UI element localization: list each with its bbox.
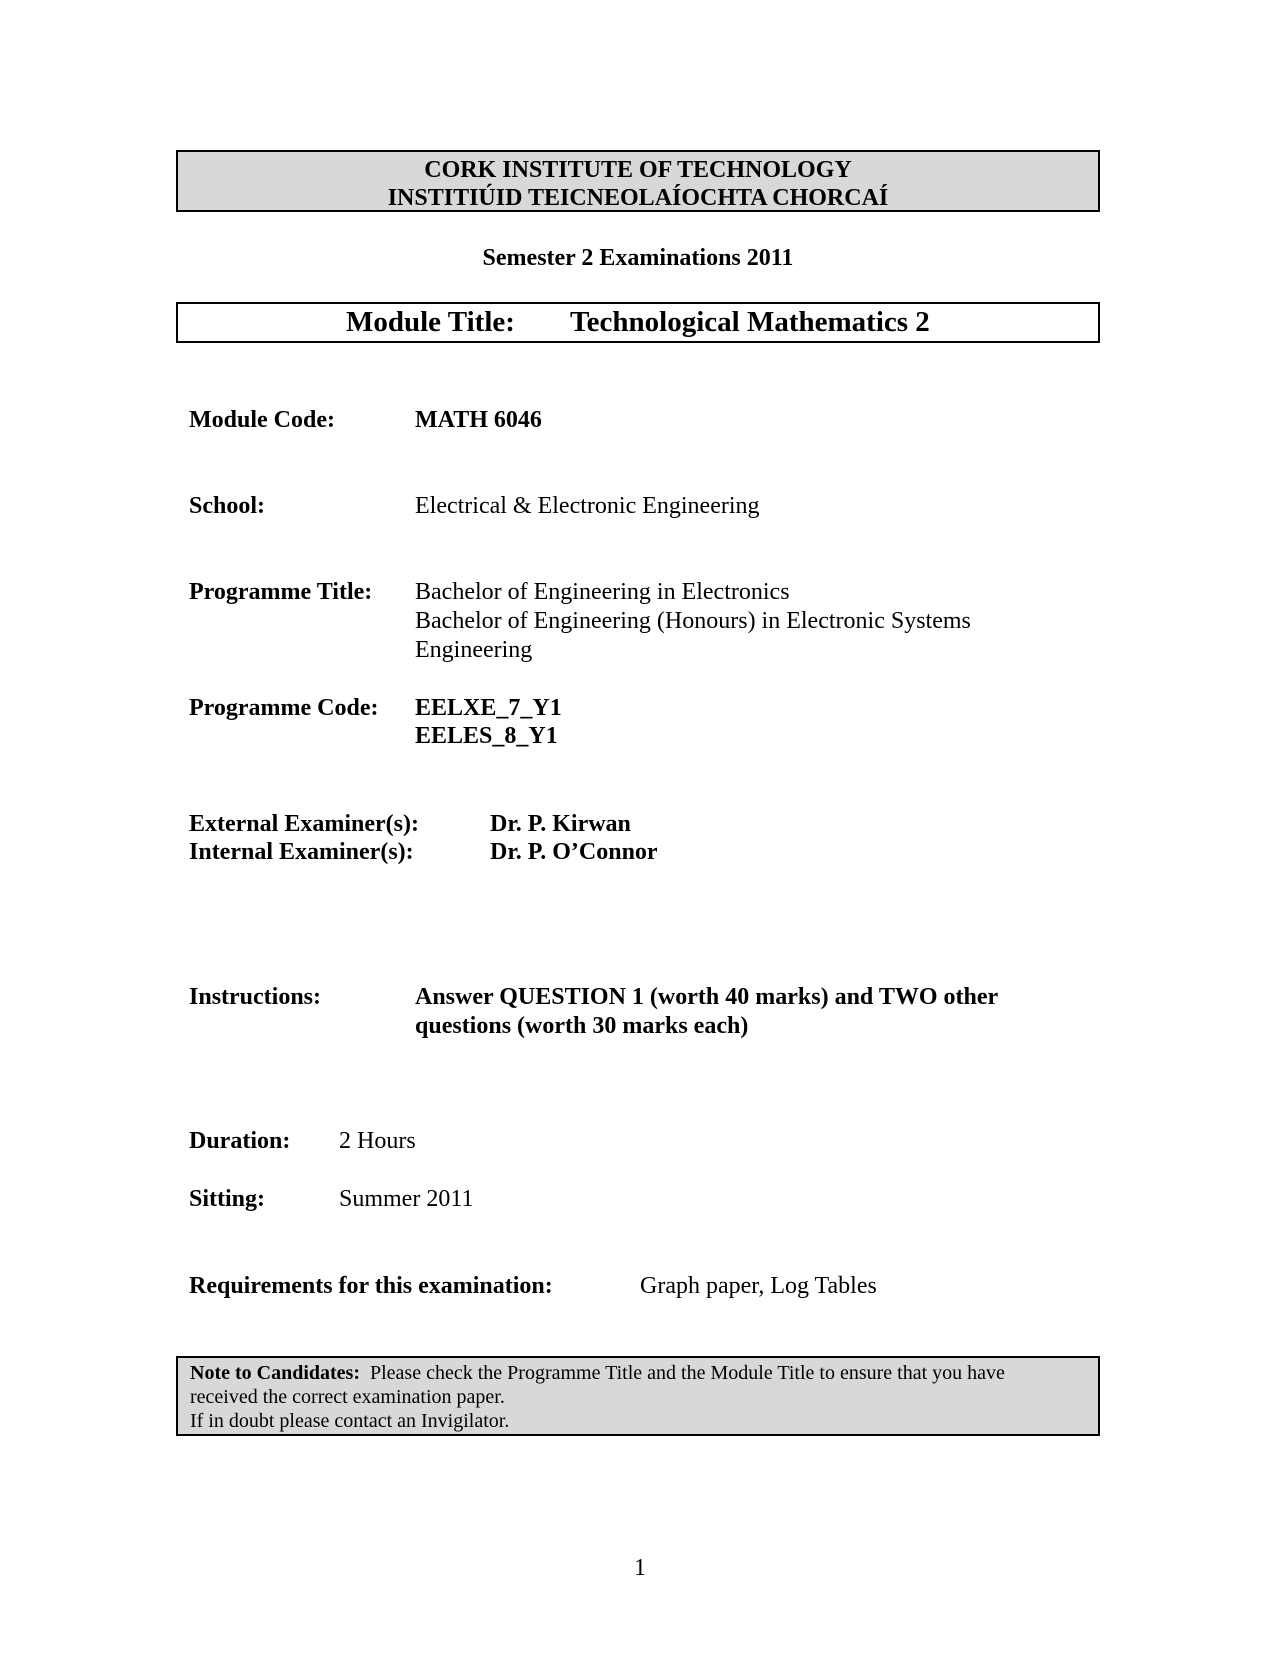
- instructions-line-2: questions (worth 30 marks each): [415, 1013, 749, 1039]
- requirements-value: Graph paper, Log Tables: [640, 1273, 877, 1299]
- external-examiner-value: Dr. P. Kirwan: [490, 811, 631, 837]
- duration-value: 2 Hours: [339, 1128, 416, 1154]
- note-line-1: [190, 1361, 1098, 1385]
- module-code-label: Module Code:: [189, 407, 335, 433]
- programme-code-line-1: EELXE_7_Y1: [415, 695, 562, 721]
- programme-title-line-3: Engineering: [415, 637, 533, 663]
- page-number: 1: [634, 1555, 646, 1581]
- note-line-2: received the correct examination paper.: [190, 1386, 505, 1408]
- school-value: Electrical & Electronic Engineering: [415, 493, 760, 519]
- internal-examiner-label: Internal Examiner(s):: [189, 839, 414, 865]
- note-label: Note to Candidates:: [190, 1362, 360, 1384]
- exam-session-title: Semester 2 Examinations 2011: [482, 245, 794, 271]
- sitting-value: Summer 2011: [339, 1186, 474, 1212]
- note-to-candidates-box: [176, 1356, 1100, 1436]
- instructions-label: Instructions:: [189, 984, 322, 1010]
- external-examiner-label: External Examiner(s):: [189, 811, 419, 837]
- institute-header: [176, 150, 1100, 212]
- programme-code-label: Programme Code:: [189, 695, 379, 721]
- note-line-3: If in doubt please contact an Invigilator.: [190, 1410, 510, 1432]
- module-title-box: [176, 302, 1100, 343]
- note-text-1: Please check the Programme Title and the Module Title to ensure that you have: [370, 1362, 1005, 1384]
- module-title-label: Module Title:: [346, 306, 515, 338]
- programme-title-line-2: Bachelor of Engineering (Honours) in Electronic Systems: [415, 608, 971, 634]
- duration-label: Duration:: [189, 1128, 291, 1154]
- school-label: School:: [189, 493, 266, 519]
- instructions-line-1: Answer QUESTION 1 (worth 40 marks) and TWO other: [415, 984, 999, 1010]
- requirements-label: Requirements for this examination:: [189, 1273, 553, 1299]
- internal-examiner-value: Dr. P. O’Connor: [490, 839, 658, 865]
- institute-name-english: CORK INSTITUTE OF TECHNOLOGY: [424, 157, 852, 183]
- sitting-label: Sitting:: [189, 1186, 266, 1212]
- module-code-value: MATH 6046: [415, 407, 542, 433]
- programme-title-label: Programme Title:: [189, 579, 373, 605]
- module-title-value: Technological Mathematics 2: [570, 306, 930, 338]
- programme-code-line-2: EELES_8_Y1: [415, 723, 558, 749]
- institute-name-irish: INSTITIÚID TEICNEOLAÍOCHTA CHORCAÍ: [387, 185, 889, 211]
- programme-title-line-1: Bachelor of Engineering in Electronics: [415, 579, 790, 605]
